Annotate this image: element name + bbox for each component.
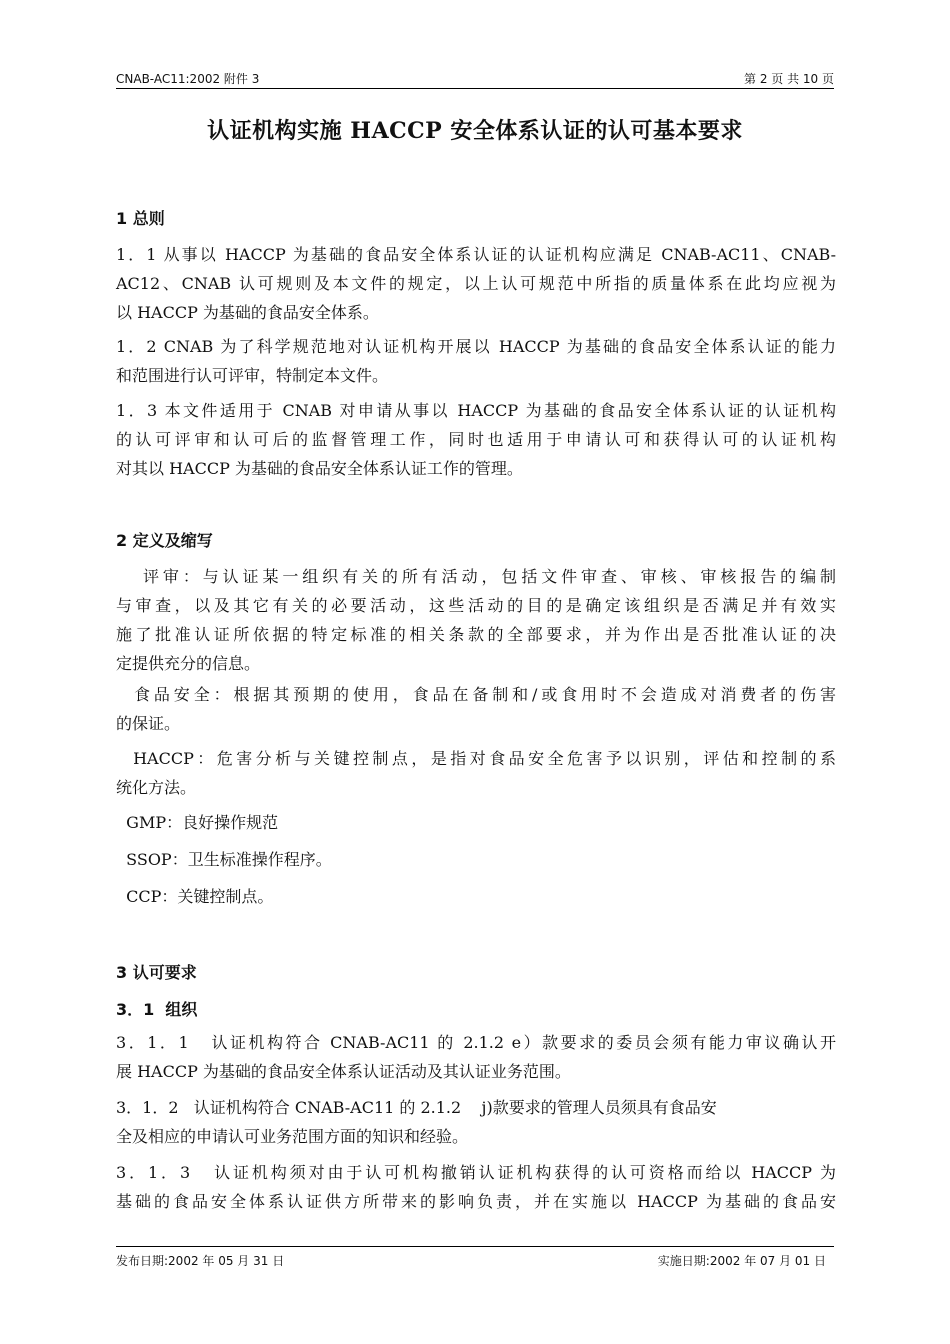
- text-line: 统化方法。: [116, 778, 197, 797]
- paragraph-1-3: [116, 396, 836, 483]
- text-line: GMP：良好操作规范: [116, 813, 279, 832]
- page-number: 第 2 页 共 10 页: [744, 72, 834, 86]
- definition-ssop: [116, 845, 836, 874]
- text-line: CCP：关键控制点。: [116, 887, 274, 906]
- section-3-1-heading: 3．1 组织: [116, 1000, 198, 1019]
- page-header: [116, 68, 834, 88]
- header-divider: [116, 88, 834, 89]
- paragraph-1-2: [116, 332, 836, 390]
- publish-date: 发布日期:2002 年 05 月 31 日: [116, 1254, 285, 1268]
- text-line: AC12、CNAB 认可规则及本文件的规定，以上认可规范中所指的质量体系在此均应视为: [116, 274, 836, 293]
- text-line: 全及相应的申请认可业务范围方面的知识和经验。: [116, 1127, 469, 1146]
- text-line: 定提供充分的信息。: [116, 654, 261, 673]
- text-line: 3．1．3 认证机构须对由于认可机构撤销认证机构获得的认可资格而给以 HACCP 为: [116, 1163, 836, 1182]
- text-line: 1．3 本文件适用于 CNAB 对申请从事以 HACCP 为基础的食品安全体系认证的认证机构: [116, 401, 836, 420]
- paragraph-1-1: [116, 240, 836, 327]
- text-line: 展 HACCP 为基础的食品安全体系认证活动及其认证业务范围。: [116, 1062, 571, 1081]
- text-line: 3．1．2 认证机构符合 CNAB-AC11 的 2.1.2 j)款要求的管理人员须具有食品安: [116, 1098, 717, 1117]
- text-line: 的保证。: [116, 714, 181, 733]
- paragraph-3-1-1: [116, 1028, 836, 1086]
- text-line: 1．1 从事以 HACCP 为基础的食品安全体系认证的认证机构应满足 CNAB-AC11、CNAB-: [116, 245, 836, 264]
- section-3-heading: 3 认可要求: [116, 963, 197, 982]
- text-line: 评审：与认证某一组织有关的所有活动，包括文件审查、审核、审核报告的编制: [116, 567, 836, 586]
- definition-review: [116, 562, 836, 678]
- text-line: HACCP：危害分析与关键控制点，是指对食品安全危害予以识别，评估和控制的系: [116, 749, 836, 768]
- document-code: CNAB-AC11:2002 附件 3: [116, 72, 260, 86]
- text-line: 和范围进行认可评审，特制定本文件。: [116, 366, 389, 385]
- text-line: 与审查，以及其它有关的必要活动，这些活动的目的是确定该组织是否满足并有效实: [116, 596, 836, 615]
- definition-ccp: [116, 882, 836, 911]
- document-title: 认证机构实施 HACCP 安全体系认证的认可基本要求: [207, 118, 743, 144]
- text-line: 以 HACCP 为基础的食品安全体系。: [116, 303, 379, 322]
- section-1-heading: 1 总则: [116, 209, 165, 228]
- text-line: 食品安全：根据其预期的使用，食品在备制和/或食用时不会造成对消费者的伤害: [116, 685, 836, 704]
- text-line: 1．2 CNAB 为了科学规范地对认证机构开展以 HACCP 为基础的食品安全体系认证的能力: [116, 337, 836, 356]
- paragraph-3-1-2: [116, 1093, 836, 1151]
- definition-haccp: [116, 744, 836, 802]
- text-line: 3．1．1 认证机构符合 CNAB-AC11 的 2.1.2 e）款要求的委员会须有能力审议确认开: [116, 1033, 836, 1052]
- text-line: 的认可评审和认可后的监督管理工作，同时也适用于申请认可和获得认可的认证机构: [116, 430, 836, 449]
- effective-date: 实施日期:2002 年 07 月 01 日: [657, 1254, 826, 1268]
- text-line: SSOP：卫生标准操作程序。: [116, 850, 332, 869]
- text-line: 对其以 HACCP 为基础的食品安全体系认证工作的管理。: [116, 459, 523, 478]
- section-2-heading: 2 定义及缩写: [116, 531, 213, 550]
- footer-divider: [116, 1246, 834, 1247]
- paragraph-3-1-3: [116, 1158, 836, 1216]
- text-line: 基础的食品安全体系认证供方所带来的影响负责，并在实施以 HACCP 为基础的食品安: [116, 1192, 836, 1211]
- definition-gmp: [116, 808, 836, 837]
- text-line: 施了批准认证所依据的特定标准的相关条款的全部要求，并为作出是否批准认证的决: [116, 625, 836, 644]
- definition-food-safety: [116, 680, 836, 738]
